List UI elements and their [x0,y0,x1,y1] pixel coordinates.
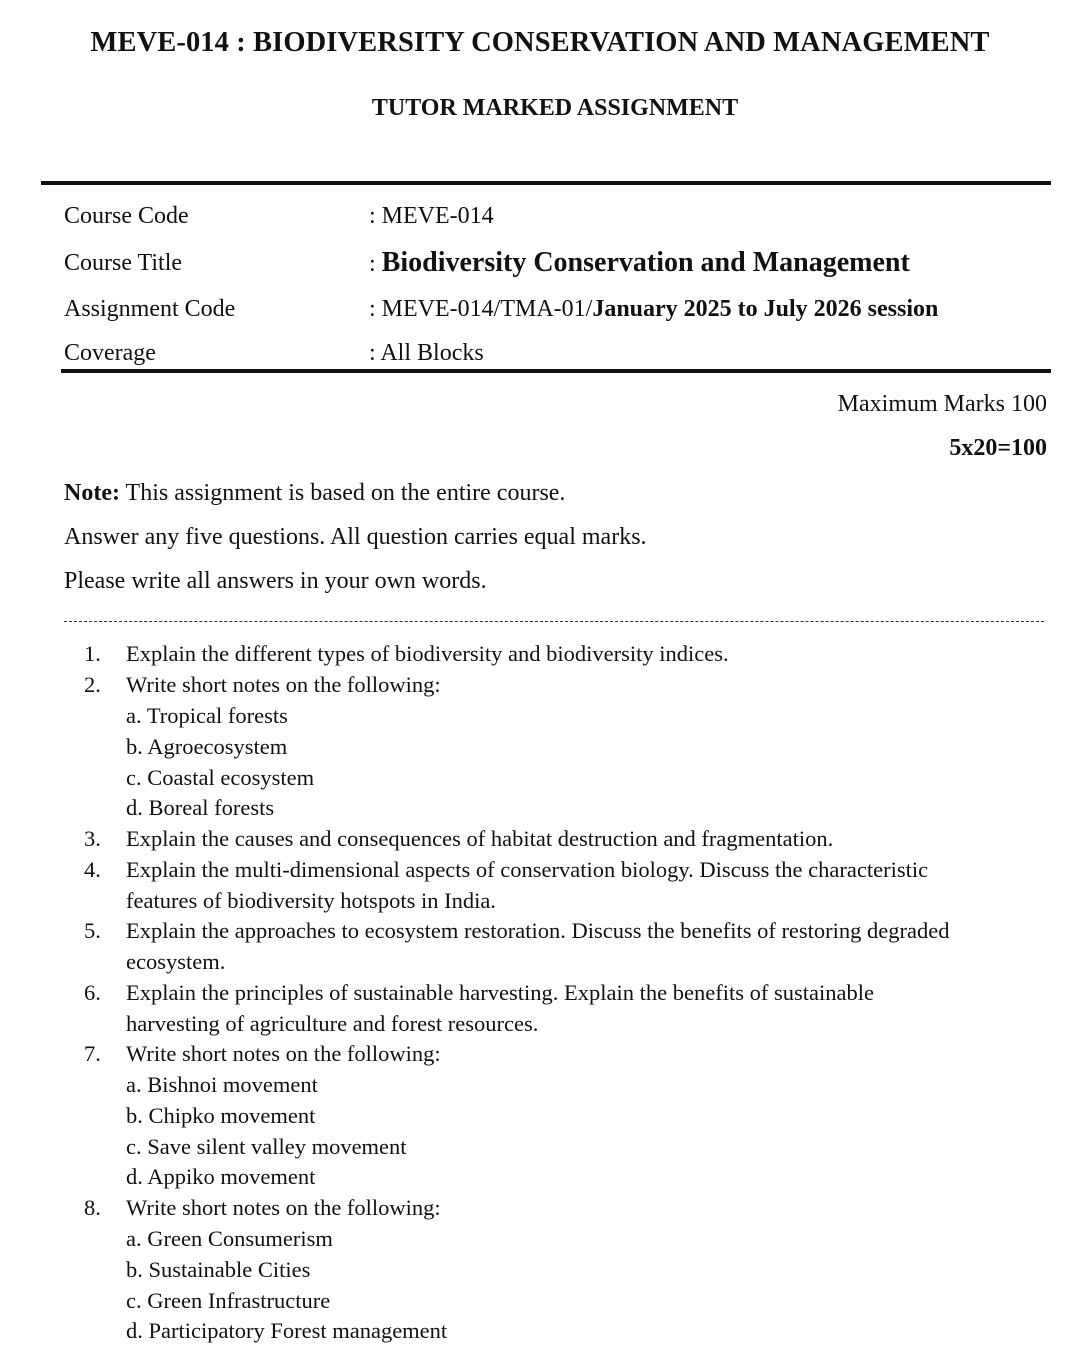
question-text: Explain the causes and consequences of habitat destruction and fragmentation. [126,826,834,851]
question-number: 5. [84,918,101,943]
instruction-line: Please write all answers in your own words. [64,568,487,594]
sub-item: b. Sustainable Cities [126,1257,311,1282]
sub-item: a. Tropical forests [126,703,288,728]
note-text: This assignment is based on the entire course. [119,480,566,506]
meta-prefix: : MEVE-014/TMA-01/ [369,296,593,322]
sub-item: a. Bishnoi movement [126,1072,318,1097]
question-text: Write short notes on the following: [126,672,441,697]
question-text: Write short notes on the following: [126,1041,441,1066]
question-text-continued: features of biodiversity hotspots in India. [126,888,496,913]
maximum-marks: Maximum Marks 100 [837,391,1047,417]
sub-item: b. Chipko movement [126,1103,316,1128]
question-text-continued: harvesting of agriculture and forest resources. [126,1011,539,1036]
note-label: Note: [64,480,120,506]
question-text: Explain the principles of sustainable harvesting. Explain the benefits of sustainable [126,980,874,1005]
sub-item: d. Participatory Forest management [126,1318,448,1343]
question-text: Write short notes on the following: [126,1195,441,1220]
question-text: Explain the approaches to ecosystem restoration. Discuss the benefits of restoring degraded [126,918,950,943]
meta-value: : All Blocks [369,340,484,366]
sub-item: d. Boreal forests [126,795,275,820]
top-rule-divider [41,181,1051,185]
sub-item: b. Agroecosystem [126,734,288,759]
marks-breakdown: 5x20=100 [949,435,1047,461]
sub-item: c. Green Infrastructure [126,1288,331,1313]
document-subtitle: TUTOR MARKED ASSIGNMENT [371,95,739,121]
question-number: 6. [84,980,101,1005]
sub-item: d. Appiko movement [126,1164,316,1189]
sub-item: a. Green Consumerism [126,1226,333,1251]
instruction-line: Answer any five questions. All question carries equal marks. [64,524,647,550]
dashed-divider [64,621,1044,622]
course-title-value: Biodiversity Conservation and Management [381,247,910,278]
sub-item: c. Save silent valley movement [126,1134,407,1159]
question-number: 1. [84,641,101,666]
meta-label: Course Title [64,250,183,276]
question-text: Explain the different types of biodiversity and biodiversity indices. [126,641,729,666]
session-value: January 2025 to July 2026 session [592,296,939,322]
meta-label: Assignment Code [64,296,236,322]
meta-value [369,246,910,281]
note-line [64,477,565,509]
meta-label: Coverage [64,340,156,366]
meta-value [369,292,938,326]
meta-prefix: : [369,251,382,277]
question-number: 8. [84,1195,101,1220]
question-number: 2. [84,672,101,697]
question-number: 7. [84,1041,101,1066]
meta-label: Course Code [64,203,189,229]
document-title: MEVE-014 : BIODIVERSITY CONSERVATION AND MANAGEMENT [90,27,990,58]
bottom-rule-divider [61,369,1051,373]
question-text: Explain the multi-dimensional aspects of conservation biology. Discuss the characteristic [126,857,929,882]
question-number: 4. [84,857,101,882]
question-text-continued: ecosystem. [126,949,226,974]
sub-item: c. Coastal ecosystem [126,765,315,790]
question-number: 3. [84,826,101,851]
meta-value: : MEVE-014 [369,203,494,229]
